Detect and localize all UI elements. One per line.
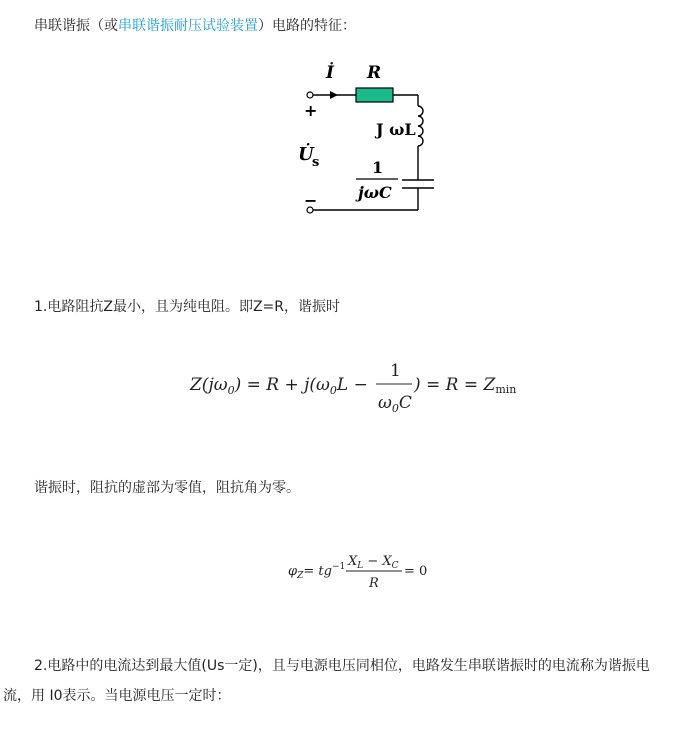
- f1-mid: L −: [336, 375, 368, 395]
- f2-num-sub2: C: [391, 561, 399, 571]
- f1-frac-den-sub: 0: [391, 402, 399, 415]
- f2-sup: −1: [331, 562, 346, 572]
- zero-imaginary-note: 谐振时，阻抗的虚部为零值，阻抗角为零。: [34, 480, 300, 496]
- intro-prefix: 串联谐振（或: [34, 18, 118, 34]
- svg-text:φZ= tg−1: [288, 562, 345, 581]
- svg-text:ω0C: [378, 393, 412, 415]
- f2-rhs: = 0: [404, 564, 428, 579]
- intro-suffix: ）电路的特征：: [258, 18, 356, 34]
- plus-sign: +: [304, 101, 318, 120]
- current-label: İ: [326, 63, 334, 83]
- f2-phi: φ: [288, 564, 298, 579]
- inductor-label: J ωL: [376, 120, 416, 139]
- cap-denominator: jωC: [358, 183, 392, 202]
- terminal-plus: [307, 92, 313, 98]
- f2-num-mid: − X: [363, 554, 392, 569]
- current-arrow: [330, 91, 338, 99]
- f1-frac-num: 1: [390, 361, 401, 381]
- f1-rhs: ) = R = Z: [414, 375, 496, 395]
- f1-lhs-end: ) = R + j(ω: [234, 375, 330, 395]
- f1-lhs: Z(jω: [190, 375, 228, 395]
- point-2: [0, 651, 693, 711]
- point-2-line-1: 2.电路中的电流达到最大值(Us一定)，且与电源电压同相位，电路发生串联谐振时的电流称为谐振电: [34, 658, 650, 674]
- f1-rhs-sub: min: [495, 383, 517, 396]
- inductor: [418, 106, 423, 146]
- f2-num-sub1: L: [357, 561, 364, 571]
- svg-text:) = R = Zmin: [413, 375, 516, 396]
- source-label: U̇: [298, 144, 314, 165]
- f1-mid-sub: 0: [329, 384, 337, 397]
- f1-frac-den: ω: [378, 393, 392, 413]
- minus-sign: −: [304, 191, 318, 210]
- f2-den: R: [369, 576, 379, 591]
- intro-line: [34, 16, 356, 36]
- resistor-label: R: [367, 63, 382, 83]
- f1-lhs-sub: 0: [227, 384, 235, 397]
- impedance-formula: [186, 356, 526, 426]
- series-resonance-circuit: [290, 58, 450, 228]
- resonance-device-link[interactable]: 串联谐振耐压试验装置: [118, 18, 258, 34]
- resistor: [356, 88, 393, 102]
- source-subscript: s: [312, 155, 320, 170]
- svg-text:XL − XC: [347, 554, 399, 571]
- point-1: 1.电路阻抗Z最小，且为纯电阻。即Z=R，谐振时: [34, 299, 340, 315]
- impedance-angle-formula: [286, 548, 436, 596]
- f2-num-x: X: [348, 554, 358, 569]
- f2-phi-sub: Z: [297, 571, 304, 581]
- cap-numerator: 1: [372, 158, 384, 177]
- point-2-line-2: 流，用 I0表示。当电源电压一定时：: [3, 688, 231, 704]
- f2-eq-tg: = tg: [303, 564, 332, 579]
- f1-frac-den-end: C: [398, 393, 412, 413]
- svg-text:Z(jω0) = R + j(ω0L −: [189, 375, 368, 397]
